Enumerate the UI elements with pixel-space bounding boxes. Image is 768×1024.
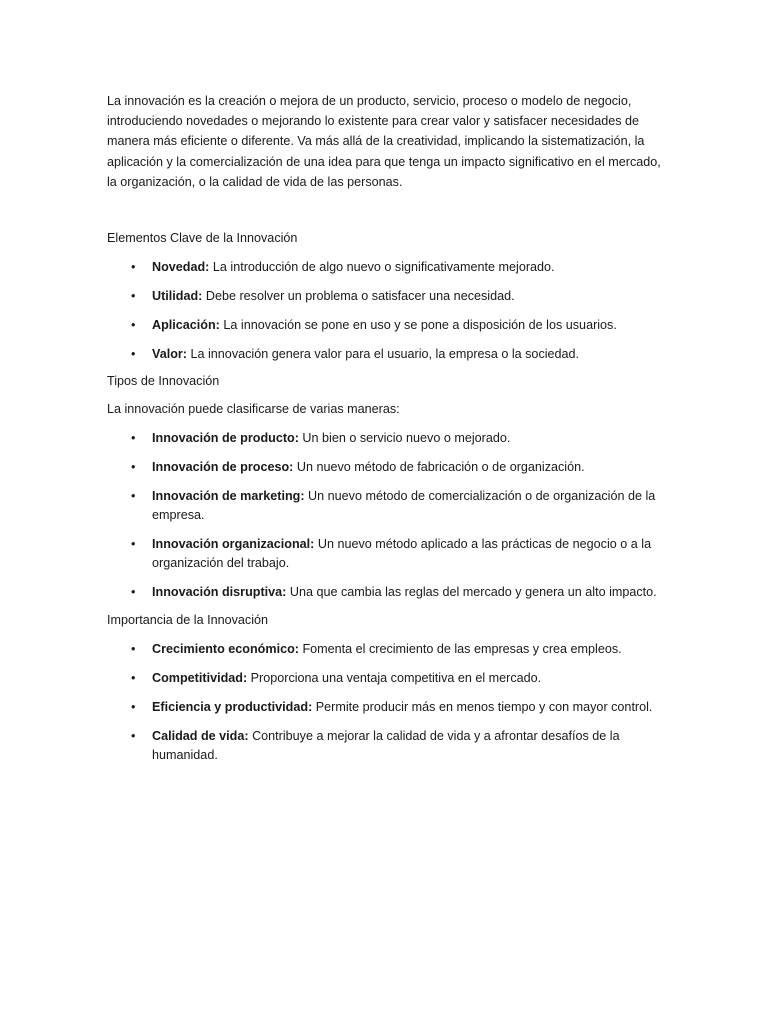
list-item: [107, 535, 667, 573]
section-heading-importancia: Importancia de la Innovación: [107, 613, 269, 628]
item-term: Valor:: [152, 347, 187, 362]
item-text: Proporciona una ventaja competitiva en el mercado.: [247, 671, 542, 686]
bullet-icon: •: [131, 700, 136, 715]
item-term: Innovación organizacional:: [152, 537, 315, 552]
item-term: Innovación disruptiva:: [152, 585, 287, 600]
bullet-icon: •: [131, 729, 136, 744]
item-term: Utilidad:: [152, 289, 203, 304]
item-text: Un nuevo método de comercialización o de organización de la empresa.: [152, 489, 656, 523]
list-item: [107, 458, 667, 477]
intro-paragraph: La innovación es la creación o mejora de un producto, servicio, proceso o modelo de negocio, introduciendo novedades o mejorando lo existente para crear valor y satisfacer necesidades de manera más eficiente o diferente. Va más allá de la creatividad, implicando la sistematización, la aplicación y la comercialización de una idea para que tenga un impacto significativo en el mercado, la organización, o la calidad de vida de las personas.: [107, 94, 661, 189]
list-item: [107, 345, 667, 364]
item-term: Innovación de proceso:: [152, 460, 294, 475]
item-term: Eficiencia y productividad:: [152, 700, 313, 715]
bullet-icon: •: [131, 585, 136, 600]
list-item: [107, 487, 667, 525]
document-page: [107, 91, 667, 765]
section-heading-tipos: Tipos de Innovación: [107, 374, 220, 389]
bullet-icon: •: [131, 431, 136, 446]
bullet-icon: •: [131, 260, 136, 275]
item-term: Aplicación:: [152, 318, 220, 333]
list-item: [107, 669, 667, 688]
item-term: Innovación de producto:: [152, 431, 299, 446]
item-term: Calidad de vida:: [152, 729, 249, 744]
bullet-icon: •: [131, 318, 136, 333]
list-item: [107, 316, 667, 335]
list-item: [107, 583, 667, 602]
bullet-icon: •: [131, 347, 136, 362]
list-importancia: [107, 640, 667, 765]
list-item: [107, 258, 667, 277]
list-item: [107, 727, 667, 765]
list-item: [107, 287, 667, 306]
item-text: Permite producir más en menos tiempo y con mayor control.: [312, 700, 653, 715]
bullet-icon: •: [131, 489, 136, 504]
item-text: La innovación se pone en uso y se pone a disposición de los usuarios.: [219, 318, 617, 333]
item-term: Crecimiento económico:: [152, 642, 299, 657]
item-text: Debe resolver un problema o satisfacer una necesidad.: [202, 289, 515, 304]
item-text: Un nuevo método aplicado a las prácticas de negocio o a la organización del trabajo.: [152, 537, 652, 571]
bullet-icon: •: [131, 289, 136, 304]
item-term: Competitividad:: [152, 671, 248, 686]
section-subtitle-tipos: La innovación puede clasificarse de varias maneras:: [107, 402, 400, 417]
bullet-icon: •: [131, 642, 136, 657]
bullet-icon: •: [131, 460, 136, 475]
item-text: Un bien o servicio nuevo o mejorado.: [298, 431, 511, 446]
list-item: [107, 429, 667, 448]
list-tipos: [107, 429, 667, 602]
list-item: [107, 640, 667, 659]
item-text: La innovación genera valor para el usuario, la empresa o la sociedad.: [187, 347, 580, 362]
item-text: Una que cambia las reglas del mercado y genera un alto impacto.: [286, 585, 657, 600]
item-text: Contribuye a mejorar la calidad de vida y a afrontar desafíos de la humanidad.: [152, 729, 620, 763]
bullet-icon: •: [131, 537, 136, 552]
list-elementos: [107, 258, 667, 364]
bullet-icon: •: [131, 671, 136, 686]
section-heading-elementos: Elementos Clave de la Innovación: [107, 231, 298, 246]
list-item: [107, 698, 667, 717]
item-text: Un nuevo método de fabricación o de organización.: [293, 460, 585, 475]
item-term: Innovación de marketing:: [152, 489, 305, 504]
item-text: La introducción de algo nuevo o significativamente mejorado.: [209, 260, 555, 275]
item-term: Novedad:: [152, 260, 210, 275]
item-text: Fomenta el crecimiento de las empresas y crea empleos.: [298, 642, 622, 657]
